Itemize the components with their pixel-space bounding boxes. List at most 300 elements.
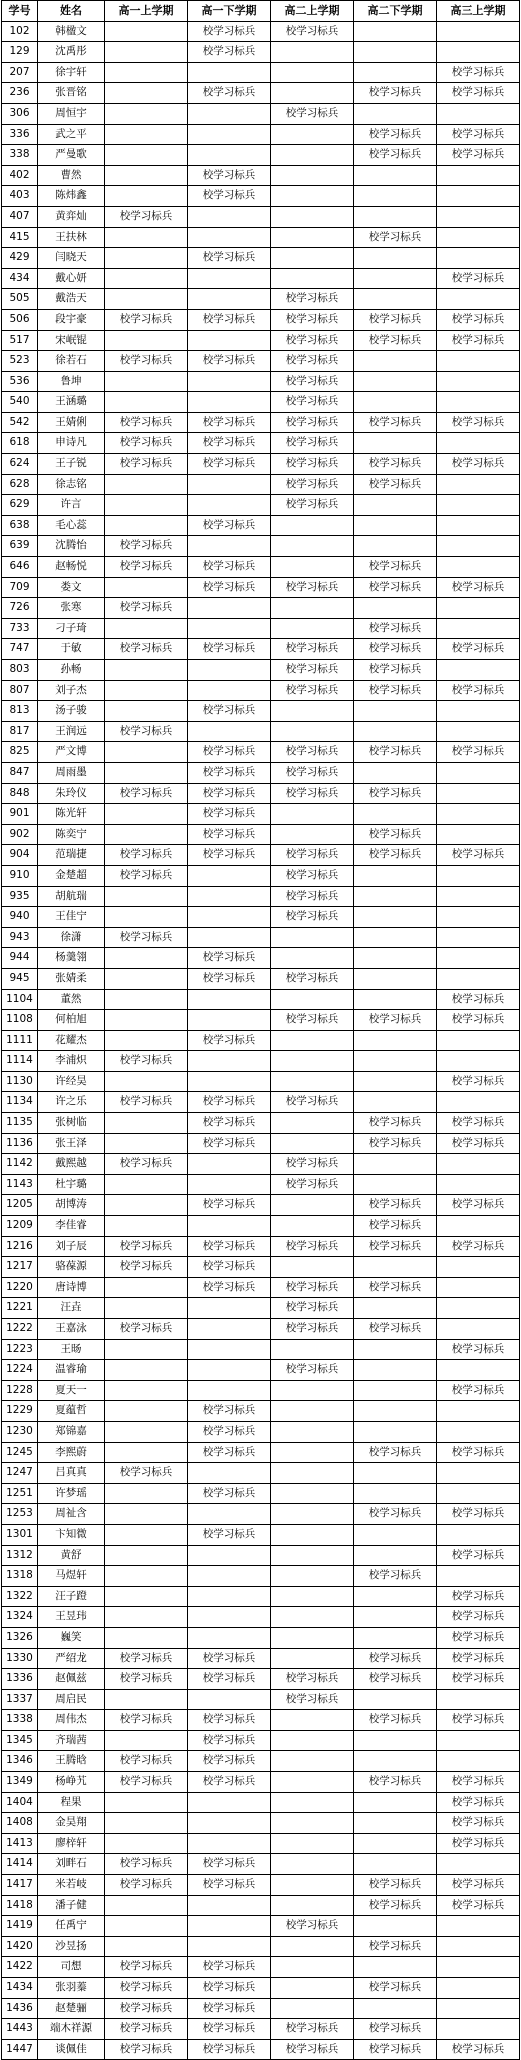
award-cell-term-5 (437, 392, 520, 413)
award-cell-term-1 (105, 1566, 188, 1587)
student-id-cell: 407 (2, 206, 38, 227)
award-cell-term-5 (437, 660, 520, 681)
award-cell-term-5 (437, 1957, 520, 1978)
student-name-cell: 杨羹翎 (38, 948, 105, 969)
award-cell-term-1 (105, 1792, 188, 1813)
student-id-cell: 1114 (2, 1051, 38, 1072)
student-id-cell: 940 (2, 907, 38, 928)
table-row (2, 1566, 520, 1587)
award-cell-term-1 (105, 186, 188, 207)
table-row (2, 1895, 520, 1916)
award-cell-term-5 (437, 1689, 520, 1710)
award-cell-term-3 (271, 1895, 354, 1916)
header-term-4: 高二下学期 (354, 1, 437, 22)
award-cell-term-3: 校学习标兵 (271, 577, 354, 598)
student-name-cell: 王润远 (38, 721, 105, 742)
student-id-cell: 517 (2, 330, 38, 351)
table-row (2, 42, 520, 63)
award-cell-term-4 (354, 103, 437, 124)
table-row (2, 1607, 520, 1628)
award-cell-term-2: 校学习标兵 (188, 762, 271, 783)
table-row (2, 103, 520, 124)
award-cell-term-1 (105, 1936, 188, 1957)
award-cell-term-3: 校学习标兵 (271, 762, 354, 783)
student-name-cell: 郑锦嘉 (38, 1421, 105, 1442)
award-cell-term-2: 校学习标兵 (188, 742, 271, 763)
table-row (2, 2039, 520, 2060)
award-cell-term-3 (271, 83, 354, 104)
award-cell-term-3 (271, 1648, 354, 1669)
award-cell-term-3 (271, 824, 354, 845)
student-name-cell: 陈光轩 (38, 804, 105, 825)
award-cell-term-1 (105, 1421, 188, 1442)
award-cell-term-5 (437, 1319, 520, 1340)
award-cell-term-1 (105, 1895, 188, 1916)
student-id-cell: 1324 (2, 1607, 38, 1628)
award-cell-term-5: 校学习标兵 (437, 1772, 520, 1793)
award-cell-term-3 (271, 1483, 354, 1504)
student-id-cell: 434 (2, 268, 38, 289)
award-cell-term-3 (271, 1586, 354, 1607)
award-cell-term-3 (271, 948, 354, 969)
table-row (2, 598, 520, 619)
award-cell-term-4: 校学习标兵 (354, 1504, 437, 1525)
student-name-cell: 周启民 (38, 1689, 105, 1710)
award-cell-term-2: 校学习标兵 (188, 1442, 271, 1463)
student-name-cell: 李熙蔚 (38, 1442, 105, 1463)
student-id-cell: 807 (2, 680, 38, 701)
award-cell-term-1: 校学习标兵 (105, 433, 188, 454)
award-cell-term-5 (437, 1998, 520, 2019)
award-cell-term-3: 校学习标兵 (271, 783, 354, 804)
award-cell-term-5 (437, 1854, 520, 1875)
table-row (2, 1154, 520, 1175)
award-cell-term-5: 校学习标兵 (437, 680, 520, 701)
table-row (2, 762, 520, 783)
award-cell-term-4 (354, 968, 437, 989)
table-row (2, 660, 520, 681)
award-cell-term-4 (354, 1524, 437, 1545)
award-cell-term-1 (105, 577, 188, 598)
table-row (2, 1875, 520, 1896)
award-cell-term-2: 校学习标兵 (188, 2019, 271, 2040)
award-cell-term-4: 校学习标兵 (354, 783, 437, 804)
student-id-cell: 629 (2, 495, 38, 516)
student-id-cell: 817 (2, 721, 38, 742)
student-id-cell: 1418 (2, 1895, 38, 1916)
award-cell-term-5 (437, 1730, 520, 1751)
award-cell-term-4: 校学习标兵 (354, 474, 437, 495)
award-cell-term-3 (271, 42, 354, 63)
award-cell-term-3: 校学习标兵 (271, 330, 354, 351)
award-cell-term-2: 校学习标兵 (188, 1483, 271, 1504)
award-cell-term-3: 校学习标兵 (271, 309, 354, 330)
student-name-cell: 周伟杰 (38, 1710, 105, 1731)
student-name-cell: 王涵璐 (38, 392, 105, 413)
table-row (2, 742, 520, 763)
award-cell-term-2 (188, 1792, 271, 1813)
award-cell-term-3: 校学习标兵 (271, 1319, 354, 1340)
award-cell-term-2: 校学习标兵 (188, 1133, 271, 1154)
award-cell-term-4: 校学习标兵 (354, 1216, 437, 1237)
award-cell-term-5 (437, 783, 520, 804)
award-cell-term-1 (105, 1401, 188, 1422)
student-id-cell: 944 (2, 948, 38, 969)
table-row (2, 824, 520, 845)
award-cell-term-3 (271, 248, 354, 269)
award-cell-term-4: 校学习标兵 (354, 124, 437, 145)
award-cell-term-3: 校学习标兵 (271, 351, 354, 372)
award-cell-term-4: 校学习标兵 (354, 1566, 437, 1587)
student-name-cell: 赵畅悦 (38, 557, 105, 578)
award-cell-term-2 (188, 103, 271, 124)
award-cell-term-5 (437, 186, 520, 207)
award-cell-term-2 (188, 907, 271, 928)
student-name-cell: 米若岐 (38, 1875, 105, 1896)
award-cell-term-1 (105, 804, 188, 825)
table-row (2, 227, 520, 248)
student-name-cell: 王旸 (38, 1339, 105, 1360)
award-cell-term-5 (437, 536, 520, 557)
award-cell-term-2 (188, 268, 271, 289)
student-name-cell: 于敏 (38, 639, 105, 660)
award-cell-term-5 (437, 886, 520, 907)
award-cell-term-3: 校学习标兵 (271, 742, 354, 763)
award-cell-term-1: 校学习标兵 (105, 1319, 188, 1340)
student-id-cell: 336 (2, 124, 38, 145)
student-name-cell: 陈奕宁 (38, 824, 105, 845)
table-row (2, 62, 520, 83)
award-cell-term-1: 校学习标兵 (105, 351, 188, 372)
award-cell-term-5 (437, 1154, 520, 1175)
award-cell-term-5: 校学习标兵 (437, 1236, 520, 1257)
award-cell-term-4: 校学习标兵 (354, 557, 437, 578)
award-cell-term-3 (271, 124, 354, 145)
award-cell-term-5 (437, 1257, 520, 1278)
award-cell-term-5 (437, 1566, 520, 1587)
award-cell-term-5 (437, 351, 520, 372)
table-row (2, 1113, 520, 1134)
award-cell-term-3 (271, 701, 354, 722)
award-cell-term-5 (437, 206, 520, 227)
student-name-cell: 黄弈灿 (38, 206, 105, 227)
student-id-cell: 1436 (2, 1998, 38, 2019)
table-row (2, 1133, 520, 1154)
award-cell-term-3 (271, 1216, 354, 1237)
student-id-cell: 1301 (2, 1524, 38, 1545)
award-cell-term-1 (105, 1524, 188, 1545)
student-name-cell: 王腾晗 (38, 1751, 105, 1772)
student-name-cell: 沙昱扬 (38, 1936, 105, 1957)
student-id-cell: 813 (2, 701, 38, 722)
award-cell-term-1 (105, 83, 188, 104)
student-id-cell: 1420 (2, 1936, 38, 1957)
award-cell-term-1 (105, 1504, 188, 1525)
student-id-cell: 1318 (2, 1566, 38, 1587)
award-cell-term-4 (354, 1154, 437, 1175)
award-cell-term-1: 校学习标兵 (105, 1236, 188, 1257)
award-cell-term-1 (105, 1277, 188, 1298)
table-row (2, 1051, 520, 1072)
award-cell-term-2: 校学习标兵 (188, 1710, 271, 1731)
award-cell-term-4: 校学习标兵 (354, 1442, 437, 1463)
award-cell-term-4: 校学习标兵 (354, 680, 437, 701)
student-name-cell: 刁子琦 (38, 618, 105, 639)
table-row (2, 124, 520, 145)
award-cell-term-5: 校学习标兵 (437, 1339, 520, 1360)
student-name-cell: 韩楹文 (38, 21, 105, 42)
award-cell-term-5: 校学习标兵 (437, 577, 520, 598)
award-cell-term-1 (105, 1380, 188, 1401)
award-cell-term-2: 校学习标兵 (188, 1030, 271, 1051)
student-id-cell: 102 (2, 21, 38, 42)
award-cell-term-5: 校学习标兵 (437, 2039, 520, 2060)
award-cell-term-5: 校学习标兵 (437, 412, 520, 433)
award-cell-term-3 (271, 1195, 354, 1216)
award-cell-term-4 (354, 1092, 437, 1113)
award-cell-term-3 (271, 1401, 354, 1422)
student-id-cell: 902 (2, 824, 38, 845)
award-cell-term-2: 校学习标兵 (188, 1772, 271, 1793)
student-name-cell: 端木祥源 (38, 2019, 105, 2040)
student-name-cell: 汪子蹬 (38, 1586, 105, 1607)
award-cell-term-3: 校学习标兵 (271, 433, 354, 454)
award-cell-term-2: 校学习标兵 (188, 165, 271, 186)
award-cell-term-2 (188, 206, 271, 227)
table-row (2, 1586, 520, 1607)
table-row (2, 206, 520, 227)
table-row (2, 1813, 520, 1834)
award-cell-term-3 (271, 227, 354, 248)
student-name-cell: 杜宇璐 (38, 1174, 105, 1195)
student-name-cell: 李佳睿 (38, 1216, 105, 1237)
award-cell-term-5: 校学习标兵 (437, 124, 520, 145)
award-cell-term-4: 校学习标兵 (354, 309, 437, 330)
award-cell-term-5 (437, 495, 520, 516)
award-cell-term-3: 校学习标兵 (271, 845, 354, 866)
student-name-cell: 赵佩兹 (38, 1669, 105, 1690)
award-cell-term-5 (437, 927, 520, 948)
table-row (2, 577, 520, 598)
award-cell-term-5: 校学习标兵 (437, 1895, 520, 1916)
student-id-cell: 523 (2, 351, 38, 372)
award-cell-term-1 (105, 907, 188, 928)
student-name-cell: 周祉含 (38, 1504, 105, 1525)
award-cell-term-1 (105, 1174, 188, 1195)
student-name-cell: 许经昊 (38, 1071, 105, 1092)
student-id-cell: 1443 (2, 2019, 38, 2040)
award-cell-term-1 (105, 165, 188, 186)
award-cell-term-5 (437, 1360, 520, 1381)
student-name-cell: 黄舒 (38, 1545, 105, 1566)
award-cell-term-2: 校学习标兵 (188, 21, 271, 42)
student-name-cell: 程果 (38, 1792, 105, 1813)
student-id-cell: 403 (2, 186, 38, 207)
award-cell-term-5 (437, 907, 520, 928)
award-cell-term-2 (188, 680, 271, 701)
table-body (2, 21, 520, 2060)
award-cell-term-4: 校学习标兵 (354, 845, 437, 866)
award-cell-term-2 (188, 1566, 271, 1587)
award-cell-term-5 (437, 824, 520, 845)
award-cell-term-1 (105, 1030, 188, 1051)
award-cell-term-4 (354, 1030, 437, 1051)
table-row (2, 186, 520, 207)
student-name-cell: 王嘉泳 (38, 1319, 105, 1340)
award-cell-term-2 (188, 1360, 271, 1381)
award-cell-term-2 (188, 886, 271, 907)
table-row (2, 268, 520, 289)
table-row (2, 1236, 520, 1257)
award-cell-term-1 (105, 330, 188, 351)
award-cell-term-4 (354, 1998, 437, 2019)
award-cell-term-4 (354, 1957, 437, 1978)
table-row (2, 1772, 520, 1793)
award-cell-term-5: 校学习标兵 (437, 145, 520, 166)
award-cell-term-5 (437, 1936, 520, 1957)
award-cell-term-5: 校学习标兵 (437, 1648, 520, 1669)
student-name-cell: 汤子骏 (38, 701, 105, 722)
award-cell-term-5: 校学习标兵 (437, 268, 520, 289)
award-cell-term-1 (105, 1071, 188, 1092)
award-cell-term-2 (188, 1298, 271, 1319)
student-id-cell: 1337 (2, 1689, 38, 1710)
award-cell-term-3: 校学习标兵 (271, 886, 354, 907)
award-cell-term-3: 校学习标兵 (271, 103, 354, 124)
student-name-cell: 许言 (38, 495, 105, 516)
award-cell-term-5 (437, 1483, 520, 1504)
award-cell-term-1 (105, 1483, 188, 1504)
student-id-cell: 1414 (2, 1854, 38, 1875)
award-cell-term-1 (105, 392, 188, 413)
student-name-cell: 张婧柔 (38, 968, 105, 989)
header-term-3: 高二上学期 (271, 1, 354, 22)
student-name-cell: 王昱玮 (38, 1607, 105, 1628)
student-id-cell: 306 (2, 103, 38, 124)
award-cell-term-2 (188, 1319, 271, 1340)
student-name-cell: 刘子辰 (38, 1236, 105, 1257)
award-cell-term-3: 校学习标兵 (271, 454, 354, 475)
award-cell-term-2: 校学习标兵 (188, 42, 271, 63)
award-cell-term-4 (354, 1298, 437, 1319)
award-cell-term-4: 校学习标兵 (354, 824, 437, 845)
award-cell-term-5: 校学习标兵 (437, 1875, 520, 1896)
award-cell-term-1: 校学习标兵 (105, 1854, 188, 1875)
table-row (2, 1792, 520, 1813)
award-cell-term-4: 校学习标兵 (354, 412, 437, 433)
award-cell-term-4 (354, 1751, 437, 1772)
award-cell-term-3 (271, 1504, 354, 1525)
student-name-cell: 胡航瑞 (38, 886, 105, 907)
award-cell-term-4 (354, 948, 437, 969)
award-cell-term-1 (105, 1689, 188, 1710)
table-row (2, 392, 520, 413)
student-id-cell: 1104 (2, 989, 38, 1010)
award-cell-term-3 (271, 1339, 354, 1360)
table-row (2, 1174, 520, 1195)
award-cell-term-2: 校学习标兵 (188, 824, 271, 845)
table-row (2, 1277, 520, 1298)
award-cell-term-5 (437, 227, 520, 248)
award-cell-term-1: 校学习标兵 (105, 1710, 188, 1731)
student-name-cell: 司想 (38, 1957, 105, 1978)
award-cell-term-4 (354, 1586, 437, 1607)
student-name-cell: 李浦炽 (38, 1051, 105, 1072)
table-row (2, 865, 520, 886)
award-cell-term-4 (354, 989, 437, 1010)
award-cell-term-5 (437, 968, 520, 989)
award-cell-term-4 (354, 1607, 437, 1628)
award-cell-term-2: 校学习标兵 (188, 1648, 271, 1669)
award-cell-term-3 (271, 145, 354, 166)
award-cell-term-1: 校学习标兵 (105, 2019, 188, 2040)
student-id-cell: 542 (2, 412, 38, 433)
table-row (2, 1936, 520, 1957)
award-cell-term-5 (437, 1030, 520, 1051)
student-id-cell: 904 (2, 845, 38, 866)
award-cell-term-1: 校学习标兵 (105, 783, 188, 804)
award-cell-term-1 (105, 1339, 188, 1360)
award-cell-term-2 (188, 1833, 271, 1854)
award-cell-term-4: 校学习标兵 (354, 2019, 437, 2040)
table-row (2, 1689, 520, 1710)
award-cell-term-3 (271, 1051, 354, 1072)
award-cell-term-4 (354, 1813, 437, 1834)
student-name-cell: 沈禹彤 (38, 42, 105, 63)
student-id-cell: 1312 (2, 1545, 38, 1566)
student-id-cell: 1217 (2, 1257, 38, 1278)
award-cell-term-3: 校学习标兵 (271, 371, 354, 392)
award-cell-term-2 (188, 495, 271, 516)
student-id-cell: 1419 (2, 1916, 38, 1937)
award-cell-term-5 (437, 165, 520, 186)
student-id-cell: 1247 (2, 1463, 38, 1484)
award-cell-term-2 (188, 1627, 271, 1648)
award-cell-term-3 (271, 1710, 354, 1731)
award-cell-term-3 (271, 1442, 354, 1463)
award-cell-term-5 (437, 1174, 520, 1195)
student-name-cell: 夏蕴哲 (38, 1401, 105, 1422)
award-cell-term-5 (437, 1298, 520, 1319)
award-cell-term-4: 校学习标兵 (354, 1978, 437, 1999)
award-cell-term-3 (271, 618, 354, 639)
award-cell-term-2: 校学习标兵 (188, 1257, 271, 1278)
award-cell-term-2 (188, 124, 271, 145)
award-cell-term-4 (354, 42, 437, 63)
award-cell-term-3 (271, 989, 354, 1010)
award-cell-term-1 (105, 1113, 188, 1134)
student-id-cell: 1130 (2, 1071, 38, 1092)
student-id-cell: 803 (2, 660, 38, 681)
student-id-cell: 1413 (2, 1833, 38, 1854)
award-cell-term-1: 校学习标兵 (105, 1978, 188, 1999)
award-cell-term-1 (105, 1545, 188, 1566)
award-cell-term-3 (271, 1854, 354, 1875)
award-cell-term-1 (105, 268, 188, 289)
award-cell-term-2: 校学习标兵 (188, 1113, 271, 1134)
award-cell-term-2: 校学习标兵 (188, 948, 271, 969)
award-cell-term-4 (354, 907, 437, 928)
table-row (2, 454, 520, 475)
award-cell-term-1 (105, 371, 188, 392)
student-id-cell: 1336 (2, 1669, 38, 1690)
award-cell-term-1: 校学习标兵 (105, 598, 188, 619)
student-id-cell: 943 (2, 927, 38, 948)
student-name-cell: 周雨墨 (38, 762, 105, 783)
student-name-cell: 张晋铭 (38, 83, 105, 104)
table-row (2, 1421, 520, 1442)
award-cell-term-5 (437, 42, 520, 63)
